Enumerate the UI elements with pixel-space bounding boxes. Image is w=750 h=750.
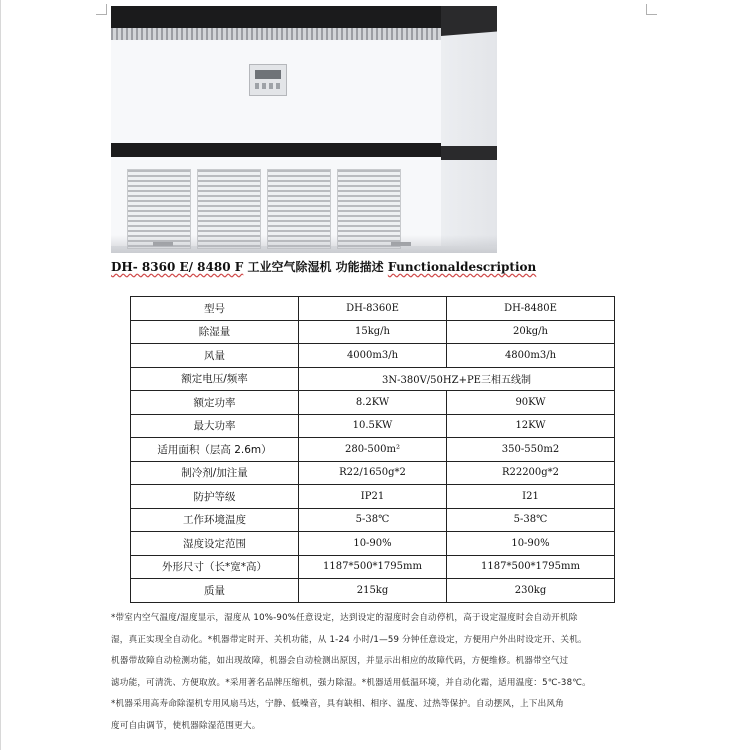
spec-value-cell: R22/1650g*2 [299, 461, 447, 485]
crop-mark-top-left [96, 4, 107, 15]
spec-value-cell: 15kg/h [299, 320, 447, 344]
table-row [131, 414, 615, 438]
spec-value-cell: 8.2KW [299, 391, 447, 415]
control-panel [249, 64, 287, 96]
table-row [131, 438, 615, 462]
description-line: 湿，真正实现全自动化。*机器带定时开、关机功能，从 1-24 小时/1—59 分钟任意设定，方便用户外出时设定开、关机。 [111, 634, 587, 645]
unit-side-panel [441, 6, 497, 246]
spec-label-cell: 防护等级 [131, 485, 299, 509]
unit-middle-band-side [441, 146, 497, 160]
table-row [131, 367, 615, 391]
spec-value-cell: I21 [447, 485, 615, 509]
spec-label-cell: 型号 [131, 297, 299, 321]
spec-value-cell: 90KW [447, 391, 615, 415]
spec-label-cell: 质量 [131, 579, 299, 603]
spec-label-cell: 湿度设定范围 [131, 532, 299, 556]
spec-value-cell: 10-90% [299, 532, 447, 556]
spec-value-cell: 350-550m2 [447, 438, 615, 462]
table-row [131, 344, 615, 368]
spec-value-cell: IP21 [299, 485, 447, 509]
spec-value-cell: 12KW [447, 414, 615, 438]
spec-table [130, 296, 615, 603]
spec-value-cell: 230kg [447, 579, 615, 603]
spec-table-body [131, 297, 615, 603]
spec-value-cell: 4000m3/h [299, 344, 447, 368]
spec-value-cell: 20kg/h [447, 320, 615, 344]
description-line: 滤功能，可清洗、方便取放。*采用著名品牌压缩机，强力除湿。*机器适用低温环境，并自动化霜，适用温度：5℃-38℃。 [111, 677, 591, 688]
table-row [131, 555, 615, 579]
description-line: 度可自由调节，使机器除湿范围更大。 [111, 720, 261, 731]
spec-value-cell: 5-38℃ [447, 508, 615, 532]
dehumidifier-unit [111, 6, 497, 246]
spec-value-cell: R22200g*2 [447, 461, 615, 485]
table-row [131, 297, 615, 321]
description-line: 机器带故障自动检测功能，如出现故障，机器会自动检测出原因，并显示出相应的故障代码，方便维修。机器带空气过 [111, 656, 569, 667]
description-line: *机器采用高寿命除湿机专用风扇马达，宁静、低噪音，具有缺相、相序、温度、过热等保护。自动摆风，上下出风角 [111, 699, 564, 710]
spec-value-cell: 4800m3/h [447, 344, 615, 368]
spec-value-cell: 3N-380V/50HZ+PE三相五线制 [299, 367, 615, 391]
spec-label-cell: 额定电压/频率 [131, 367, 299, 391]
spec-value-cell: 215kg [299, 579, 447, 603]
function-description [111, 608, 639, 738]
table-row [131, 508, 615, 532]
title-english: Functionaldescription [387, 260, 537, 274]
product-image [111, 6, 497, 253]
spec-value-cell: DH-8480E [447, 297, 615, 321]
spec-value-cell: DH-8360E [299, 297, 447, 321]
table-row [131, 391, 615, 415]
table-row [131, 579, 615, 603]
floor-shadow [111, 235, 497, 253]
unit-top-band-side [441, 6, 497, 36]
document-title [111, 258, 536, 275]
unit-top-band [111, 6, 441, 28]
control-panel-buttons [255, 83, 281, 89]
spec-label-cell: 外形尺寸（长*宽*高） [131, 555, 299, 579]
spec-label-cell: 工作环境温度 [131, 508, 299, 532]
spec-label-cell: 风量 [131, 344, 299, 368]
table-row [131, 320, 615, 344]
control-panel-screen [255, 70, 281, 79]
table-row [131, 485, 615, 509]
spec-value-cell: 1187*500*1795mm [299, 555, 447, 579]
unit-middle-band [111, 143, 441, 157]
crop-mark-top-right [646, 4, 657, 15]
spec-value-cell: 1187*500*1795mm [447, 555, 615, 579]
spec-value-cell: 10-90% [447, 532, 615, 556]
spec-label-cell: 额定功率 [131, 391, 299, 415]
description-line: *带室内空气温度/湿度显示，湿度从 10%-90%任意设定，达到设定的湿度时会自动停机，高于设定湿度时会自动开机除 [111, 613, 578, 623]
spec-value-cell: 10.5KW [299, 414, 447, 438]
page-edge [0, 0, 1, 750]
table-row [131, 532, 615, 556]
spec-label-cell: 除湿量 [131, 320, 299, 344]
spec-label-cell: 最大功率 [131, 414, 299, 438]
title-model: DH- 8360 E/ 8480 F [111, 260, 244, 274]
title-name: 工业空气除湿机 功能描述 [247, 260, 384, 274]
table-row [131, 461, 615, 485]
spec-value-cell: 280-500m² [299, 438, 447, 462]
spec-label-cell: 制冷剂/加注量 [131, 461, 299, 485]
unit-top-grille [111, 28, 441, 40]
spec-label-cell: 适用面积（层高 2.6m） [131, 438, 299, 462]
spec-value-cell: 5-38℃ [299, 508, 447, 532]
